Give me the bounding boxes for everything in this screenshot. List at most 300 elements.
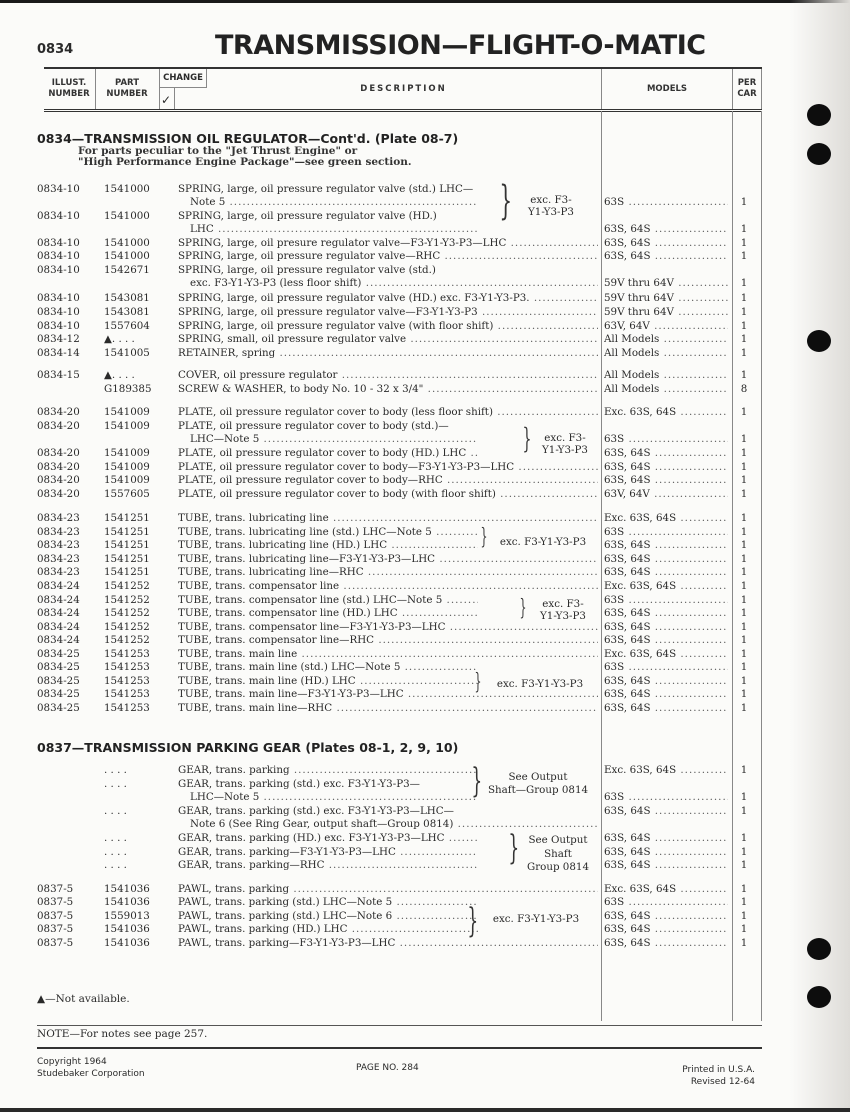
table-row (0, 264, 760, 277)
illust-number: 0834-10 (37, 320, 80, 332)
description: SPRING, large, oil pressure regulator valve (HD.) exc. F3-Y1-Y3-P3. ..... (178, 292, 598, 305)
per-car: 1 (740, 805, 748, 817)
models: 63S, 64S ..... (604, 688, 728, 701)
per-car: 1 (740, 580, 748, 592)
per-car: 1 (740, 661, 748, 673)
part-number: 1541253 (104, 688, 150, 700)
illust-number: 0834-20 (37, 488, 80, 500)
part-number: ▲. . . . (104, 333, 135, 345)
illust-number: 0834-23 (37, 566, 80, 578)
per-car: 1 (740, 764, 748, 776)
binder-hole (807, 143, 831, 165)
col-description: DESCRIPTION (360, 83, 447, 94)
brace-note: exc. F3- (544, 432, 586, 444)
models: Exc. 63S, 64S ..... (604, 406, 728, 419)
illust-number: 0834-24 (37, 621, 80, 633)
per-car: 1 (740, 333, 748, 345)
page-number: PAGE NO. 284 (356, 1063, 419, 1073)
description: SPRING, large, oil pressure regulator valve—F3-Y1-Y3-P3 ..... (178, 306, 598, 319)
brace-note: exc. F3-Y1-Y3-P3 (499, 536, 587, 548)
models: All Models ..... (604, 347, 728, 360)
part-number: 1541000 (104, 183, 150, 195)
models: 63V, 64V ..... (604, 320, 728, 333)
models: 63S ..... (604, 526, 728, 539)
part-number: 1541251 (104, 539, 150, 551)
per-car: 1 (740, 237, 748, 249)
illust-number: 0834-20 (37, 420, 80, 432)
description: PAWL, trans. parking (std.) LHC—Note 5 ..... (178, 896, 478, 909)
per-car: 1 (740, 883, 748, 895)
table-right-line (761, 111, 762, 1021)
illust-number: 0834-23 (37, 539, 80, 551)
table-row (0, 675, 760, 688)
table-row (0, 237, 760, 250)
part-number: 1541036 (104, 923, 150, 935)
part-number: 1559013 (104, 910, 150, 922)
per-car: 1 (740, 196, 748, 208)
illust-number: 0834-25 (37, 648, 80, 660)
table-row (0, 420, 760, 433)
table-row (0, 512, 760, 525)
description: GEAR, trans. parking—RHC ..... (178, 859, 478, 872)
models: All Models ..... (604, 369, 728, 382)
per-car: 1 (740, 292, 748, 304)
printed-in: Printed in U.S.A. (682, 1065, 755, 1075)
per-car: 1 (740, 634, 748, 646)
illust-number: 0837-5 (37, 883, 74, 895)
description: PAWL, trans. parking ..... (178, 883, 598, 896)
print-info (640, 1064, 755, 1088)
models: 63S, 64S ..... (604, 832, 728, 845)
table-row (0, 347, 760, 360)
part-number: 1541252 (104, 621, 150, 633)
part-number: . . . . (104, 846, 127, 858)
illust-number: 0834-12 (37, 333, 80, 345)
table-row (0, 277, 760, 290)
part-number: 1541253 (104, 675, 150, 687)
per-car: 1 (740, 488, 748, 500)
description: SPRING, large, oil pressure regulator valve (std.) (178, 264, 436, 276)
illust-number: 0837-5 (37, 910, 74, 922)
description: SPRING, large, oil presure regulator valve—F3-Y1-Y3-P3—LHC ..... (178, 237, 598, 250)
models: 63S, 64S ..... (604, 805, 728, 818)
table-row (0, 832, 760, 845)
models: 63S, 64S ..... (604, 923, 728, 936)
table-row (0, 369, 760, 382)
per-car: 1 (740, 347, 748, 359)
brace-note: exc. F3-Y1-Y3-P3 (496, 678, 584, 690)
per-car: 1 (740, 539, 748, 551)
table-row (0, 461, 760, 474)
part-number: 1541253 (104, 661, 150, 673)
illust-number: 0834-25 (37, 688, 80, 700)
illust-number: 0834-10 (37, 183, 80, 195)
copyright-year: Copyright 1964 (37, 1057, 107, 1067)
models: 63V, 64V ..... (604, 488, 728, 501)
table-row (0, 910, 760, 923)
description: TUBE, trans. compensator line—F3-Y1-Y3-P3—LHC ..... (178, 621, 598, 634)
column-header (44, 67, 762, 112)
description: GEAR, trans. parking—F3-Y1-Y3-P3—LHC ..... (178, 846, 478, 859)
table-row (0, 818, 760, 831)
per-car: 1 (740, 923, 748, 935)
check-icon: ✓ (161, 93, 172, 107)
illust-number: 0834-24 (37, 634, 80, 646)
table-row (0, 648, 760, 661)
per-car: 1 (740, 937, 748, 949)
table-row (0, 791, 760, 804)
per-car: 1 (740, 474, 748, 486)
part-number: 1541009 (104, 406, 150, 418)
per-car: 1 (740, 512, 748, 524)
description: LHC—Note 5 ..... (190, 433, 478, 446)
table-row (0, 883, 760, 896)
brace: } (499, 178, 513, 224)
table-row (0, 250, 760, 263)
per-car: 1 (740, 648, 748, 660)
per-car: 1 (740, 526, 748, 538)
table-row (0, 196, 760, 209)
divider (761, 69, 762, 109)
table-row (0, 764, 760, 777)
per-car: 1 (740, 607, 748, 619)
table-row (0, 566, 760, 579)
page-edge-bottom (0, 1108, 850, 1112)
table-row (0, 223, 760, 236)
illust-number: 0834-20 (37, 406, 80, 418)
notes-reference: NOTE—For notes see page 257. (37, 1028, 208, 1040)
illust-number: 0837-5 (37, 937, 74, 949)
section-title: 0834—TRANSMISSION OIL REGULATOR—Cont'd. (Plate 08-7) (37, 131, 459, 146)
table-row (0, 859, 760, 872)
table-row (0, 634, 760, 647)
table-row (0, 292, 760, 305)
description: TUBE, trans. compensator line (HD.) LHC ..... (178, 607, 478, 620)
illust-number: 0834-10 (37, 250, 80, 262)
table-row (0, 923, 760, 936)
description: PLATE, oil pressure regulator cover to body—RHC ..... (178, 474, 598, 487)
table-row (0, 433, 760, 446)
per-car: 1 (740, 447, 748, 459)
per-car: 1 (740, 553, 748, 565)
description: TUBE, trans. compensator line (std.) LHC—Note 5 ..... (178, 594, 478, 607)
brace: } (519, 596, 527, 621)
per-car: 1 (740, 369, 748, 381)
models: 63S, 64S ..... (604, 447, 728, 460)
description: TUBE, trans. lubricating line (std.) LHC—Note 5 ..... (178, 526, 478, 539)
illust-number: 0834-10 (37, 292, 80, 304)
copyright (37, 1056, 145, 1080)
table-row (0, 333, 760, 346)
col-models: MODELS (646, 83, 688, 94)
part-number: 1542671 (104, 264, 150, 276)
models: Exc. 63S, 64S ..... (604, 580, 728, 593)
table-row (0, 553, 760, 566)
description: PLATE, oil pressure regulator cover to body (std.)— (178, 420, 449, 432)
illust-number: 0834-20 (37, 447, 80, 459)
table-row (0, 621, 760, 634)
description: TUBE, trans. main line—RHC ..... (178, 702, 598, 715)
illust-number: 0834-24 (37, 580, 80, 592)
brace: } (508, 828, 520, 868)
part-number: ▲. . . . (104, 369, 135, 381)
part-number: 1541005 (104, 347, 150, 359)
per-car: 1 (740, 461, 748, 473)
illust-number: 0834-10 (37, 210, 80, 222)
col-change: CHANGE (160, 69, 207, 88)
part-number: . . . . (104, 764, 127, 776)
description: TUBE, trans. lubricating line—RHC ..... (178, 566, 598, 579)
part-number: 1541000 (104, 250, 150, 262)
per-car: 8 (740, 383, 748, 395)
part-number: 1541251 (104, 512, 150, 524)
per-car: 1 (740, 223, 748, 235)
binder-hole (807, 986, 831, 1008)
description: TUBE, trans. main line ..... (178, 648, 598, 661)
part-number: 1541009 (104, 447, 150, 459)
description: LHC—Note 5 ..... (190, 791, 478, 804)
description: TUBE, trans. main line—F3-Y1-Y3-P3—LHC ..... (178, 688, 598, 701)
models: All Models ..... (604, 383, 728, 396)
illust-number: 0834-10 (37, 237, 80, 249)
part-number: . . . . (104, 805, 127, 817)
models: Exc. 63S, 64S ..... (604, 883, 728, 896)
per-car: 1 (740, 320, 748, 332)
part-number: 1541252 (104, 607, 150, 619)
col-part-number: PART NUMBER (106, 78, 148, 99)
part-number: 1543081 (104, 292, 150, 304)
part-number: 1541000 (104, 237, 150, 249)
part-number: 1541036 (104, 883, 150, 895)
models: 63S, 64S ..... (604, 702, 728, 715)
models: 63S ..... (604, 791, 728, 804)
illust-number: 0834-25 (37, 675, 80, 687)
description: Note 5 ..... (190, 196, 478, 209)
brace-note: Shaft (544, 848, 572, 860)
description: TUBE, trans. lubricating line—F3-Y1-Y3-P3—LHC ..... (178, 553, 598, 566)
table-row (0, 526, 760, 539)
illust-number: 0834-23 (37, 526, 80, 538)
part-number: 1541009 (104, 420, 150, 432)
description: exc. F3-Y1-Y3-P3 (less floor shift) ..... (190, 277, 598, 290)
part-number: 1543081 (104, 306, 150, 318)
description: PLATE, oil pressure regulator cover to body (less floor shift) ..... (178, 406, 598, 419)
models: All Models ..... (604, 333, 728, 346)
page-edge-top (0, 0, 850, 3)
description: PLATE, oil pressure regulator cover to body (with floor shift) ..... (178, 488, 598, 501)
models: 63S, 64S ..... (604, 553, 728, 566)
brace-note: See Output (528, 834, 588, 846)
brace-note: exc. F3- (530, 194, 572, 206)
description: SPRING, large, oil pressure regulator valve (std.) LHC— (178, 183, 474, 195)
table-row (0, 320, 760, 333)
col-illust-number: ILLUST. NUMBER (48, 78, 90, 99)
models: 63S, 64S ..... (604, 539, 728, 552)
illust-number: 0834-10 (37, 264, 80, 276)
models: 63S, 64S ..... (604, 634, 728, 647)
table-row (0, 580, 760, 593)
description: SPRING, large, oil pressure regulator valve (with floor shift) ..... (178, 320, 598, 333)
part-number: 1541009 (104, 461, 150, 473)
illust-number: 0834-24 (37, 607, 80, 619)
part-number: 1541253 (104, 702, 150, 714)
description: SPRING, large, oil pressure regulator valve—RHC ..... (178, 250, 598, 263)
description: PAWL, trans. parking—F3-Y1-Y3-P3—LHC ..... (178, 937, 598, 950)
illust-number: 0834-20 (37, 461, 80, 473)
table-row (0, 306, 760, 319)
part-number: . . . . (104, 778, 127, 790)
per-car: 1 (740, 250, 748, 262)
per-car: 1 (740, 702, 748, 714)
models: 63S, 64S ..... (604, 223, 728, 236)
per-car: 1 (740, 306, 748, 318)
table-row (0, 383, 760, 396)
per-car: 1 (740, 896, 748, 908)
brace-note: exc. F3-Y1-Y3-P3 (492, 913, 580, 925)
per-car: 1 (740, 846, 748, 858)
illust-number: 0834-25 (37, 702, 80, 714)
table-row (0, 406, 760, 419)
part-number: 1541253 (104, 648, 150, 660)
section-title: 0837—TRANSMISSION PARKING GEAR (Plates 08-1, 2, 9, 10) (37, 740, 459, 755)
per-car: 1 (740, 791, 748, 803)
part-number: 1541036 (104, 896, 150, 908)
part-number: 1541252 (104, 580, 150, 592)
binder-hole (807, 330, 831, 352)
section-note: For parts peculiar to the "Jet Thrust Engine" or (78, 145, 358, 157)
table-row (0, 896, 760, 909)
models: Exc. 63S, 64S ..... (604, 764, 728, 777)
part-number: 1557605 (104, 488, 150, 500)
description: RETAINER, spring ..... (178, 347, 598, 360)
brace-note: See Output (508, 771, 568, 783)
description: TUBE, trans. lubricating line (HD.) LHC ..... (178, 539, 478, 552)
copyright-holder: Studebaker Corporation (37, 1069, 145, 1079)
models: 63S ..... (604, 661, 728, 674)
description: LHC ..... (190, 223, 478, 236)
illust-number: 0834-23 (37, 553, 80, 565)
description: TUBE, trans. lubricating line ..... (178, 512, 598, 525)
table-row (0, 210, 760, 223)
brace: } (471, 761, 483, 801)
table-row (0, 805, 760, 818)
table-row (0, 778, 760, 791)
models: 63S, 64S ..... (604, 675, 728, 688)
models: 63S ..... (604, 196, 728, 209)
per-car: 1 (740, 277, 748, 289)
brace-note: Y1-Y3-P3 (527, 206, 574, 218)
models: 63S, 64S ..... (604, 621, 728, 634)
revised-date: Revised 12-64 (690, 1077, 755, 1087)
per-car: 1 (740, 910, 748, 922)
illust-number: 0834-24 (37, 594, 80, 606)
part-number: 1541009 (104, 474, 150, 486)
table-row (0, 702, 760, 715)
illust-number: 0834-20 (37, 474, 80, 486)
page-code: 0834 (37, 42, 74, 57)
description: PAWL, trans. parking (std.) LHC—Note 6 ..... (178, 910, 478, 923)
table-row (0, 661, 760, 674)
per-car: 1 (740, 433, 748, 445)
models: 59V thru 64V ..... (604, 277, 728, 290)
models: 63S, 64S ..... (604, 250, 728, 263)
models: 63S ..... (604, 433, 728, 446)
models: Exc. 63S, 64S ..... (604, 648, 728, 661)
illust-number: 0834-23 (37, 512, 80, 524)
table-row (0, 937, 760, 950)
per-car: 1 (740, 675, 748, 687)
illust-number: 0834-10 (37, 306, 80, 318)
table-row (0, 688, 760, 701)
part-number: 1541251 (104, 566, 150, 578)
divider (37, 1025, 762, 1026)
models: 63S, 64S ..... (604, 859, 728, 872)
binder-hole (807, 938, 831, 960)
divider (174, 87, 175, 109)
part-number: 1541000 (104, 210, 150, 222)
table-row (0, 539, 760, 552)
brace: } (474, 670, 482, 695)
brace-note: Y1-Y3-P3 (539, 610, 586, 622)
brace: } (522, 422, 532, 455)
part-number: . . . . (104, 859, 127, 871)
brace: } (467, 901, 479, 941)
per-car: 1 (740, 688, 748, 700)
description: TUBE, trans. compensator line ..... (178, 580, 598, 593)
description: PLATE, oil pressure regulator cover to body (HD.) LHC ..... (178, 447, 478, 460)
illust-number: 0837-5 (37, 896, 74, 908)
brace-note: Group 0814 (526, 861, 590, 873)
illust-number: 0834-14 (37, 347, 80, 359)
divider (37, 1047, 762, 1049)
per-car: 1 (740, 406, 748, 418)
description: GEAR, trans. parking (std.) exc. F3-Y1-Y3-P3—LHC— (178, 805, 454, 817)
description: PAWL, trans. parking (HD.) LHC ..... (178, 923, 478, 936)
illust-number: 0834-15 (37, 369, 80, 381)
description: GEAR, trans. parking ..... (178, 764, 478, 777)
table-row (0, 846, 760, 859)
models: 59V thru 64V ..... (604, 292, 728, 305)
description: TUBE, trans. compensator line—RHC ..... (178, 634, 598, 647)
table-row (0, 594, 760, 607)
models: 63S, 64S ..... (604, 607, 728, 620)
part-number: 1541251 (104, 553, 150, 565)
brace-note: Y1-Y3-P3 (541, 444, 588, 456)
brace: } (480, 525, 488, 550)
footnote-not-available: ▲—Not available. (37, 993, 130, 1005)
models: 63S ..... (604, 896, 728, 909)
table-row (0, 607, 760, 620)
models: 63S ..... (604, 594, 728, 607)
description: GEAR, trans. parking (HD.) exc. F3-Y1-Y3-P3—LHC ..... (178, 832, 478, 845)
table-row (0, 474, 760, 487)
description: TUBE, trans. main line (std.) LHC—Note 5 ..... (178, 661, 478, 674)
models: 59V thru 64V ..... (604, 306, 728, 319)
description: Note 6 (See Ring Gear, output shaft—Group 0814) ..... (190, 818, 598, 831)
description: SCREW & WASHER, to body No. 10 - 32 x 3/4" ..... (178, 383, 598, 396)
per-car: 1 (740, 859, 748, 871)
models: 63S, 64S ..... (604, 846, 728, 859)
brace-note: exc. F3- (542, 598, 584, 610)
description: PLATE, oil pressure regulator cover to body—F3-Y1-Y3-P3—LHC ..... (178, 461, 598, 474)
models: 63S, 64S ..... (604, 474, 728, 487)
table-row (0, 447, 760, 460)
brace-note: Shaft—Group 0814 (487, 784, 589, 796)
description: GEAR, trans. parking (std.) exc. F3-Y1-Y3-P3— (178, 778, 420, 790)
models: 63S, 64S ..... (604, 937, 728, 950)
binder-hole (807, 104, 831, 126)
models: Exc. 63S, 64S ..... (604, 512, 728, 525)
